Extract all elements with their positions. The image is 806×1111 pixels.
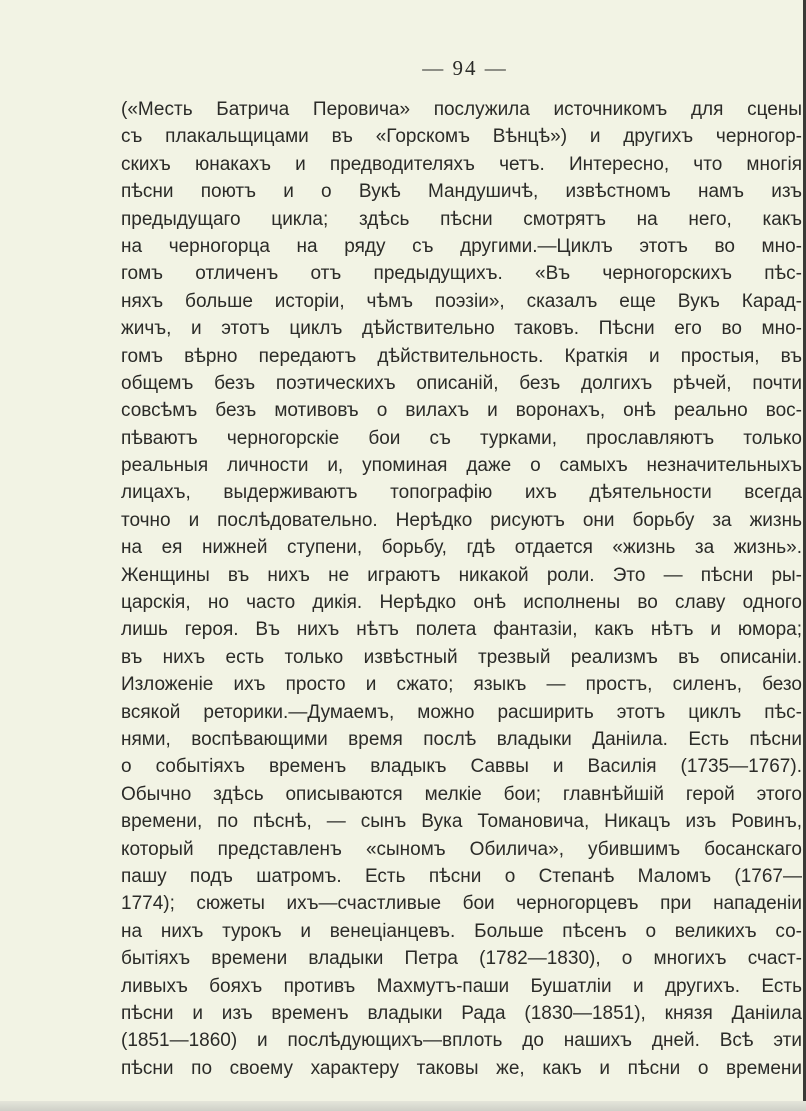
text-line: пѣсни поютъ и о Вукѣ Мандушичѣ, извѣстномъ намъ изъ bbox=[121, 181, 802, 203]
text-line: времени, по пѣснѣ, — сынъ Вука Томановича, Никацъ изъ Ровинъ, bbox=[121, 811, 802, 833]
text-line: предыдущаго цикла; здѣсь пѣсни смотрятъ на него, какъ bbox=[121, 208, 802, 230]
text-line: Женщины въ нихъ не играютъ никакой роли. Это — пѣсни ры- bbox=[121, 564, 802, 586]
text-line: совсѣмъ безъ мотивовъ о вилахъ и воронахъ, онѣ реально вос- bbox=[121, 400, 802, 422]
text-line: на черногорца на ряду съ другими.—Циклъ этотъ во мно- bbox=[121, 235, 802, 257]
text-line: на ея нижней ступени, борьбу, гдѣ отдается «жизнь за жизнь». bbox=[121, 537, 802, 559]
text-line: пѣсни и изъ временъ владыки Рада (1830—1851), князя Даніила bbox=[121, 1002, 802, 1024]
text-line: точно и послѣдовательно. Нерѣдко рисуютъ они борьбу за жизнь bbox=[121, 509, 802, 531]
text-line: 1774); сюжеты ихъ—счастливые бои черногорцевъ при нападеніи bbox=[121, 893, 802, 915]
text-line: который представленъ «сыномъ Обилича», убившимъ босанскаго bbox=[121, 838, 802, 860]
text-line: Изложеніе ихъ просто и сжато; языкъ — простъ, силенъ, безо bbox=[121, 674, 802, 696]
text-line: въ нихъ есть только извѣстный трезвый реализмъ въ описаніи. bbox=[121, 646, 802, 668]
text-line: нями, воспѣвающими время послѣ владыки Даніила. Есть пѣсни bbox=[121, 728, 802, 750]
text-line: общемъ безъ поэтическихъ описаній, безъ долгихъ рѣчей, почти bbox=[121, 372, 802, 394]
text-line: о событіяхъ временъ владыкъ Саввы и Василія (1735—1767). bbox=[121, 756, 802, 778]
text-line: лицахъ, выдерживаютъ топографію ихъ дѣятельности всегда bbox=[121, 482, 802, 504]
scan-bottom-edge bbox=[0, 1101, 806, 1111]
text-line: пѣсни по своему характеру таковы же, какъ и пѣсни о времени bbox=[121, 1057, 802, 1079]
text-line: пашу подъ шатромъ. Есть пѣсни о Степанѣ Маломъ (1767— bbox=[121, 865, 802, 887]
text-line: гомъ отличенъ отъ предыдущихъ. «Въ черногорскихъ пѣс- bbox=[121, 263, 802, 285]
text-line: ливыхъ бояхъ противъ Махмутъ-паши Бушатліи и другихъ. Есть bbox=[121, 975, 802, 997]
text-line: скихъ юнакахъ и предводителяхъ четъ. Интересно, что многія bbox=[121, 153, 802, 175]
text-line: (1851—1860) и послѣдующихъ—вплоть до нашихъ дней. Всѣ эти bbox=[121, 1030, 802, 1052]
text-line: няхъ больше исторіи, чѣмъ поэзіи», сказалъ еще Вукъ Карад- bbox=[121, 290, 802, 312]
body-text bbox=[121, 96, 802, 1082]
text-line: жичъ, и этотъ циклъ дѣйствительно таковъ. Пѣсни его во мно- bbox=[121, 318, 802, 340]
text-line: реальныя личности и, упоминая даже о самыхъ незначительныхъ bbox=[121, 455, 802, 477]
text-line: («Месть Батрича Перовича» послужила источникомъ для сцены bbox=[121, 99, 802, 120]
text-line: гомъ вѣрно передаютъ дѣйствительность. Краткія и простыя, въ bbox=[121, 345, 802, 367]
text-line: Обычно здѣсь описываются мелкіе бои; главнѣйшій герой этого bbox=[121, 783, 802, 805]
text-line: съ плакальщицами въ «Горскомъ Вѣнцѣ») и другихъ черногор- bbox=[121, 126, 802, 148]
text-line: лишь героя. Въ нихъ нѣтъ полета фантазіи, какъ нѣтъ и юмора; bbox=[121, 619, 802, 641]
text-line: бытіяхъ времени владыки Петра (1782—1830), о многихъ счаст- bbox=[121, 948, 802, 970]
text-line: пѣваютъ черногорскіе бои съ турками, прославляютъ только bbox=[121, 427, 802, 449]
page-number: — 94 — bbox=[422, 56, 508, 80]
text-line: царскія, но часто дикія. Нерѣдко онѣ исполнены во славу одного bbox=[121, 592, 802, 614]
text-line: на нихъ турокъ и венеціанцевъ. Больше пѣсенъ о великихъ со- bbox=[121, 920, 802, 942]
text-line: всякой реторики.—Думаемъ, можно расширить этотъ циклъ пѣс- bbox=[121, 701, 802, 723]
